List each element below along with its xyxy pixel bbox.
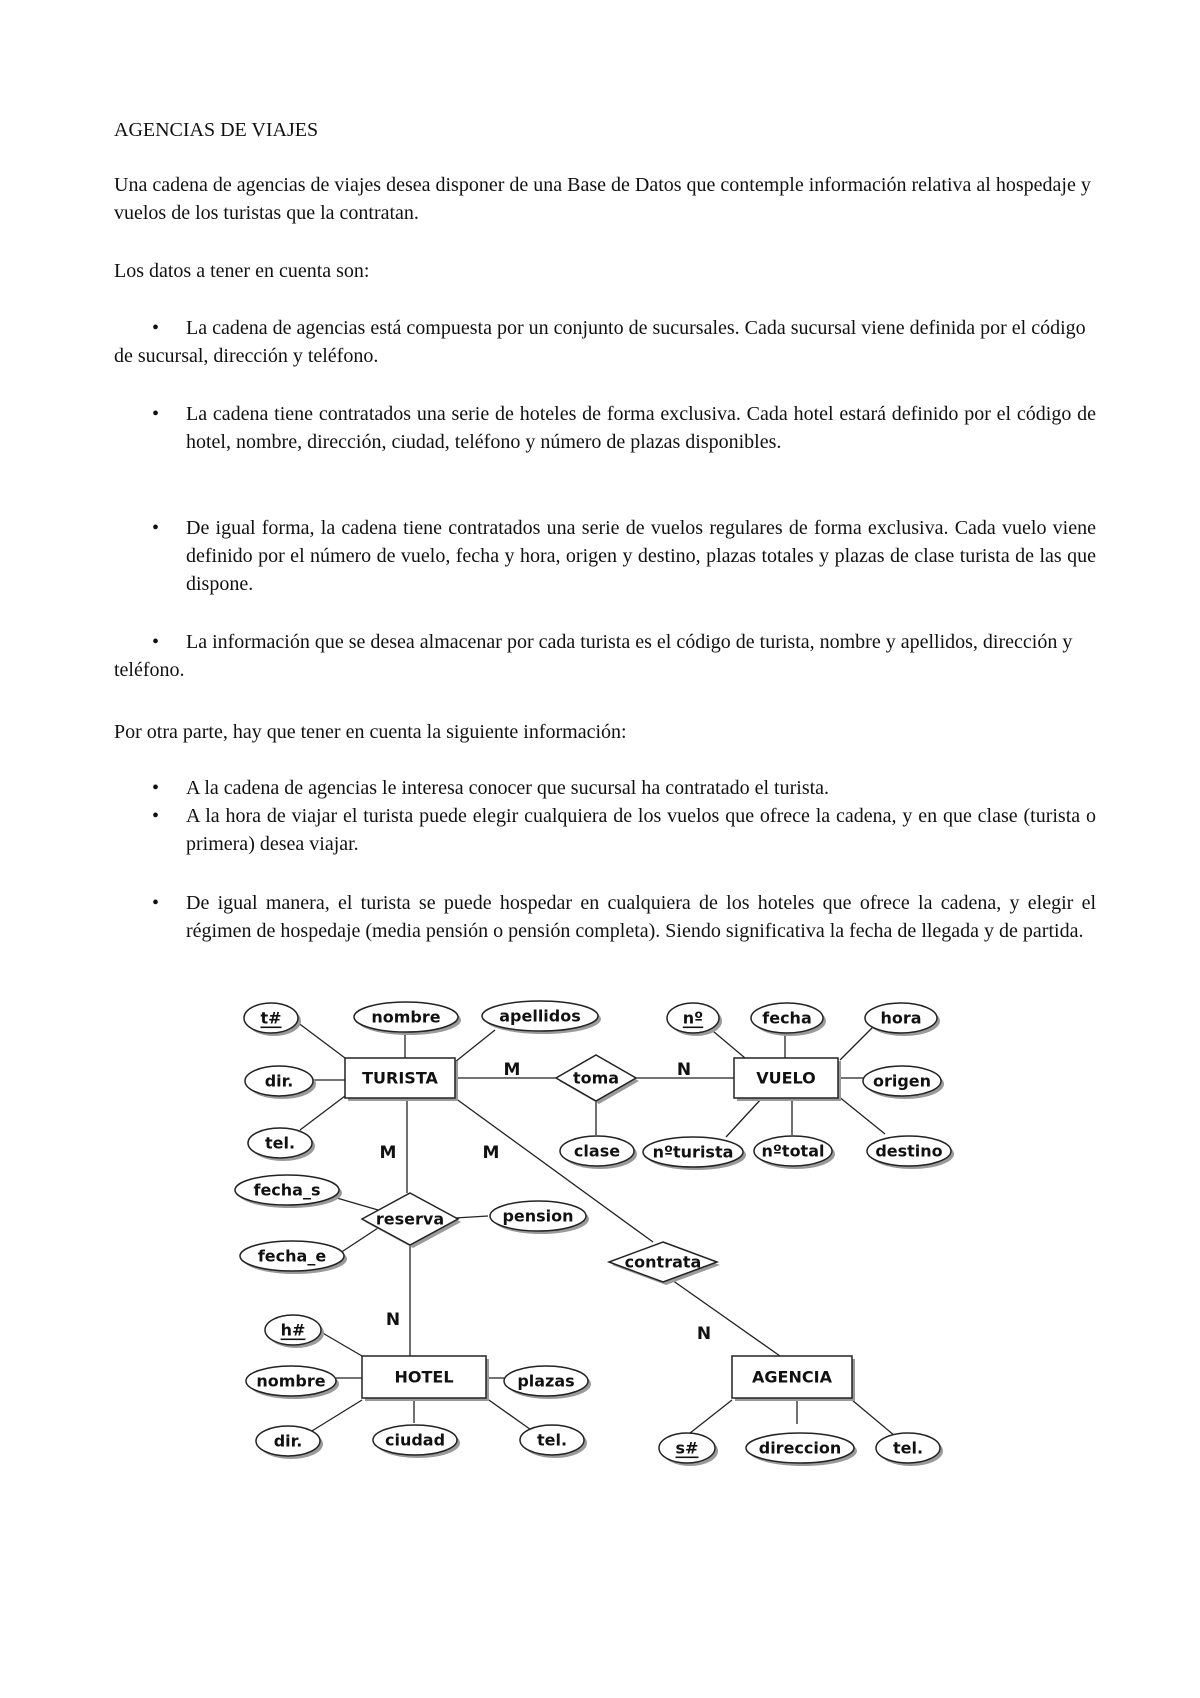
attribute-reserva-pension xyxy=(490,1201,589,1234)
bullet-text: La información que se desea almacenar por cada turista es el código de turista, nombre y apellidos, dirección y teléfono. xyxy=(114,631,1073,681)
attribute-vuelo-ntotal xyxy=(754,1136,835,1169)
entity-vuelo xyxy=(734,1058,841,1101)
attribute-hotel-plazas xyxy=(504,1366,591,1399)
relationship-contrata xyxy=(609,1242,720,1285)
attribute-turista-id-label: t# xyxy=(260,1008,282,1028)
relationship-reserva xyxy=(362,1193,461,1248)
bullet-text: La cadena de agencias está compuesta por un conjunto de sucursales. Cada sucursal viene definida por el código de sucursal, dirección y teléfono. xyxy=(114,317,1086,367)
bullet-text: De igual manera, el turista se puede hospedar en cualquiera de los hoteles que ofrece la cadena, y elegir el régimen de hospedaje (media pensión o pensión completa). Siendo significativa la fecha de llegada y de partida. xyxy=(186,892,1096,942)
attribute-hotel-id-label: h# xyxy=(280,1320,306,1340)
attribute-vuelo-destino xyxy=(867,1136,954,1169)
edge-vuelo-hora xyxy=(840,1026,874,1060)
attribute-vuelo-destino-label: destino xyxy=(875,1141,943,1161)
attribute-vuelo-hora xyxy=(865,1003,940,1036)
bullet-text: A la cadena de agencias le interesa conocer que sucursal ha contratado el turista. xyxy=(186,777,830,799)
attribute-hotel-plazas-label: plazas xyxy=(517,1371,575,1391)
attribute-agencia-direccion xyxy=(746,1433,857,1466)
attribute-reserva-fecha-e xyxy=(240,1241,347,1274)
cardinality-turista-contrata: M xyxy=(482,1143,500,1163)
attribute-turista-nombre-label: nombre xyxy=(371,1007,441,1027)
attribute-hotel-id xyxy=(265,1315,324,1348)
attribute-hotel-tel xyxy=(520,1425,587,1458)
attribute-reserva-fecha-e-label: fecha_e xyxy=(257,1246,327,1266)
attribute-agencia-tel-label: tel. xyxy=(892,1438,924,1458)
cardinality-toma-vuelo: N xyxy=(676,1060,692,1080)
bullet-marker: • xyxy=(152,777,160,799)
entity-hotel-label: HOTEL xyxy=(394,1367,454,1387)
bullet-marker: • xyxy=(152,403,160,425)
relationship-reserva-label: reserva xyxy=(375,1209,445,1229)
attribute-turista-apellidos xyxy=(482,1001,601,1034)
attribute-reserva-fecha-s xyxy=(235,1175,342,1208)
entity-hotel xyxy=(362,1356,489,1401)
edge-agencia-tel xyxy=(852,1400,895,1436)
relationship-contrata-label: contrata xyxy=(624,1252,702,1272)
cardinality-turista-toma: M xyxy=(503,1060,521,1080)
attribute-agencia-tel xyxy=(876,1433,943,1466)
entity-turista xyxy=(345,1058,458,1101)
cardinality-reserva-hotel: N xyxy=(385,1310,401,1330)
attribute-agencia-id xyxy=(659,1433,718,1466)
cardinality-contrata-agencia: N xyxy=(696,1324,712,1344)
attribute-hotel-nombre-label: nombre xyxy=(256,1371,326,1391)
attribute-turista-apellidos-label: apellidos xyxy=(499,1006,581,1026)
attribute-turista-dir-label: dir. xyxy=(264,1071,294,1091)
other-heading: Por otra parte, hay que tener en cuenta la siguiente información: xyxy=(114,721,627,743)
entity-agencia-label: AGENCIA xyxy=(752,1367,832,1387)
attribute-turista-nombre xyxy=(354,1002,461,1035)
bullet-marker: • xyxy=(152,317,160,339)
bullet-text: De igual forma, la cadena tiene contratados una serie de vuelos regulares de forma exclusiva. Cada vuelo viene definido por el número de vuelo, fecha y hora, origen y destino, plazas totales y plazas de clase turista de las que dispone. xyxy=(186,517,1096,595)
attribute-reserva-fecha-s-label: fecha_s xyxy=(253,1180,321,1200)
cardinality-turista-reserva: M xyxy=(379,1143,397,1163)
edge-turista-tid xyxy=(293,1019,345,1058)
data-heading: Los datos a tener en cuenta son: xyxy=(114,260,370,282)
attribute-vuelo-hora-label: hora xyxy=(880,1008,922,1028)
attribute-toma-clase-label: clase xyxy=(573,1141,621,1161)
document-title: AGENCIAS DE VIAJES xyxy=(114,119,319,141)
edge-reserva-pension xyxy=(455,1216,488,1218)
edge-vuelo-nturista xyxy=(726,1098,762,1137)
edge-contrata-agencia xyxy=(672,1280,780,1356)
attribute-vuelo-num xyxy=(667,1003,722,1036)
attribute-vuelo-num-label: nº xyxy=(682,1008,704,1028)
attribute-turista-tel xyxy=(248,1128,315,1161)
attribute-vuelo-ntotal-label: nºtotal xyxy=(761,1141,825,1161)
entity-vuelo-label: VUELO xyxy=(756,1068,816,1088)
edge-reserva-fecha-e xyxy=(340,1228,378,1253)
bullet-marker: • xyxy=(152,517,160,539)
entity-agencia xyxy=(732,1356,855,1401)
attribute-hotel-nombre xyxy=(246,1366,339,1399)
attribute-reserva-pension-label: pension xyxy=(502,1206,574,1226)
edge-hotel-tel xyxy=(486,1398,534,1432)
attribute-toma-clase xyxy=(560,1136,637,1169)
attribute-hotel-dir-label: dir. xyxy=(273,1431,303,1451)
attribute-agencia-direccion-label: direccion xyxy=(758,1438,842,1458)
bullet-text: La cadena tiene contratados una serie de hoteles de forma exclusiva. Cada hotel estará definido por el código de hotel, nombre, dirección, ciudad, teléfono y número de plazas disponibles. xyxy=(186,403,1096,453)
bullet-text: A la hora de viajar el turista puede elegir cualquiera de los vuelos que ofrece la cadena, y en que clase (turista o primera) desea viajar. xyxy=(186,805,1096,855)
attribute-vuelo-origen xyxy=(863,1066,944,1099)
attribute-agencia-id-label: s# xyxy=(675,1438,699,1458)
relationship-toma xyxy=(556,1055,639,1104)
attribute-hotel-ciudad xyxy=(373,1425,460,1458)
attribute-vuelo-nturista-label: nºturista xyxy=(652,1142,734,1162)
edge-hotel-dir xyxy=(307,1400,362,1434)
edge-turista-tel xyxy=(300,1096,345,1130)
relationship-toma-label: toma xyxy=(572,1068,620,1088)
attribute-turista-id xyxy=(244,1003,301,1036)
attribute-hotel-dir xyxy=(256,1426,323,1459)
attribute-hotel-ciudad-label: ciudad xyxy=(384,1430,446,1450)
attribute-vuelo-origen-label: origen xyxy=(872,1071,932,1091)
attribute-turista-tel-label: tel. xyxy=(264,1133,296,1153)
attribute-turista-dir xyxy=(245,1066,316,1099)
attribute-vuelo-nturista xyxy=(643,1137,746,1170)
attribute-vuelo-fecha-label: fecha xyxy=(762,1008,812,1028)
entity-turista-label: TURISTA xyxy=(362,1068,438,1088)
edge-agencia-sid xyxy=(685,1400,732,1437)
intro-paragraph: Una cadena de agencias de viajes desea disponer de una Base de Datos que contemple información relativa al hospedaje y vuelos de los turistas que la contratan. xyxy=(114,174,1091,224)
bullet-marker: • xyxy=(152,805,160,827)
edge-vuelo-destino xyxy=(838,1096,885,1134)
edge-turista-apellidos xyxy=(455,1030,495,1062)
bullet-marker: • xyxy=(152,892,160,914)
attribute-hotel-tel-label: tel. xyxy=(536,1430,568,1450)
bullet-marker: • xyxy=(152,631,160,653)
attribute-vuelo-fecha xyxy=(751,1003,826,1036)
